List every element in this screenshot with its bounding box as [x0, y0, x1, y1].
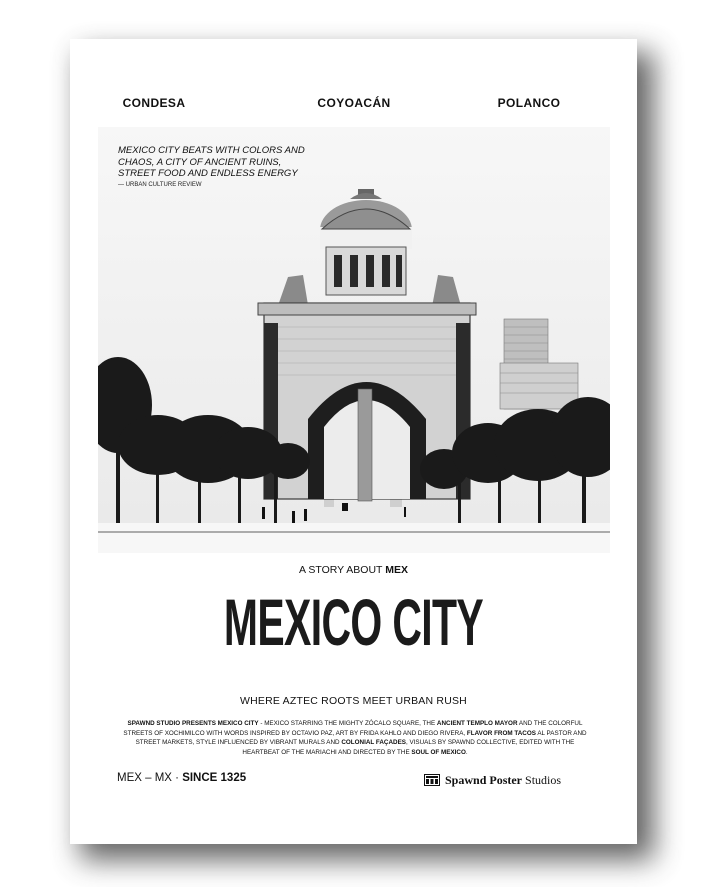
credits-block [120, 719, 590, 757]
poster-subtitle: WHERE AZTEC ROOTS MEET URBAN RUSH [240, 695, 467, 707]
credits-part: COLONIAL FAÇADES [341, 739, 406, 746]
monument-photo [98, 127, 610, 553]
press-quote-source: — URBAN CULTURE REVIEW [118, 182, 202, 188]
studio-name-rest: Studios [522, 772, 562, 787]
credits-part: - MEXICO STARRING THE MIGHTY ZÓCALO SQUARE, THE [258, 720, 437, 727]
district-coyoacan: COYOACÁN [317, 96, 391, 110]
monument-illustration [98, 127, 610, 553]
location-code [117, 772, 246, 784]
credits-part: . [465, 748, 468, 756]
district-condesa: CONDESA [122, 96, 186, 110]
credits-part: SOUL OF MEXICO [411, 748, 466, 756]
studio-credit [424, 773, 561, 787]
story-tagline-prefix: A STORY ABOUT [299, 564, 386, 576]
press-quote: MEXICO CITY BEATS WITH COLORS AND CHAOS, A CITY OF ANCIENT RUINS, STREET FOOD AND ENDLESS ENERGY [118, 145, 305, 179]
since-year: SINCE 1325 [182, 772, 247, 784]
credits-part: AND THE COLORFUL STREETS OF XOCHIMILCO WITH WORDS INSPIRED BY OCTAVIO PAZ, ART BY FRIDA KAHLO AND DIEGO RIVERA, [123, 720, 583, 737]
story-tagline-code: MEX [385, 564, 408, 576]
district-list [70, 96, 637, 112]
credits-part: ANCIENT TEMPLO MAYOR [436, 720, 518, 727]
studio-name [445, 773, 561, 788]
poster [70, 39, 637, 844]
poster-title: MEXICO CITY [223, 585, 484, 659]
credits-part: SPAWND STUDIO PRESENTS MEXICO CITY [127, 720, 259, 727]
credits-part: AL PASTOR AND STREET MARKETS, STYLE INFLUENCED BY VIBRANT MURALS AND [135, 729, 587, 746]
credits-part: , VISUALS BY SPAWND COLLECTIVE, EDITED WITH THE HEARTBEAT OF THE MARIACHI AND DIRECTED BY THE [242, 739, 575, 756]
studio-name-strong: Spawnd Poster [445, 772, 523, 787]
story-tagline [70, 564, 637, 576]
district-polanco: POLANCO [497, 96, 561, 110]
credits-part: FLAVOR FROM TACOS [466, 729, 536, 737]
spawnd-logo-icon [424, 774, 440, 786]
location-code-text: MEX – MX · [117, 772, 183, 784]
